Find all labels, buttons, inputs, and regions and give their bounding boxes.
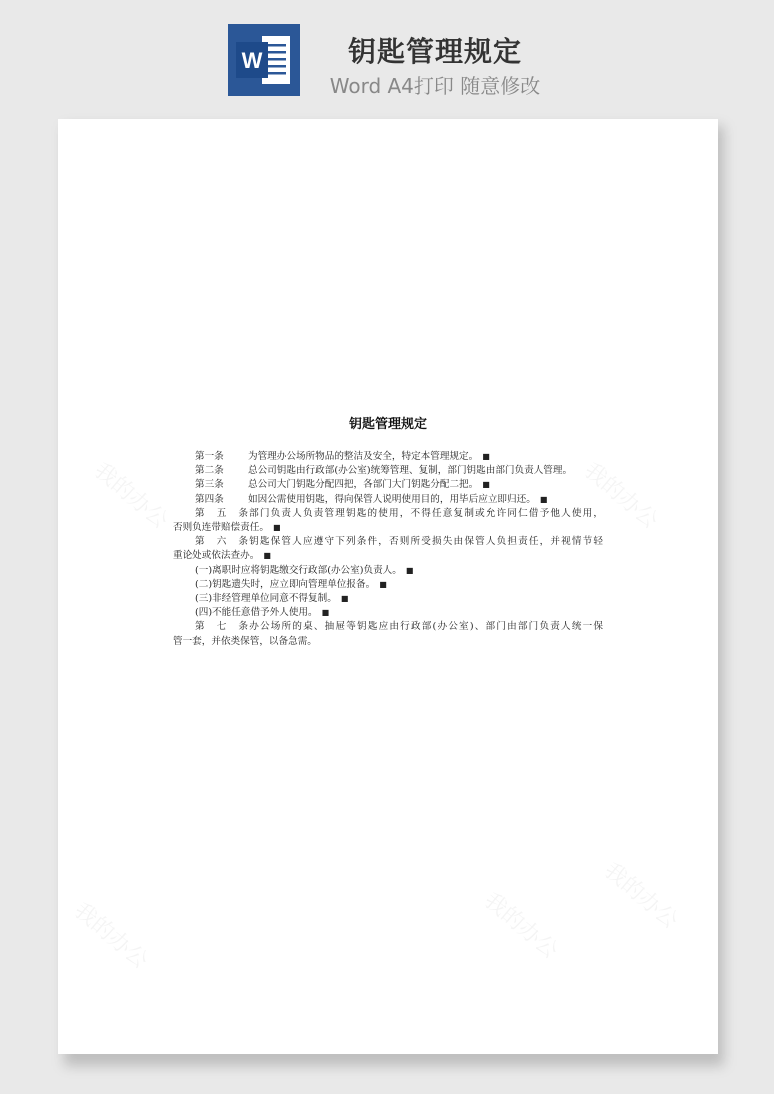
paragraph-mark: ■ (340, 594, 349, 604)
article-text: 重论处或依法查办。 (173, 550, 260, 562)
header-subtitle: Word A4打印 随意修改 (329, 74, 541, 98)
sub-item-text: (三)非经管理单位同意不得复制。 (195, 593, 337, 605)
article-7-line-1 (173, 620, 603, 634)
article-7-line-2 (173, 635, 603, 649)
article-2 (173, 464, 603, 478)
article-number: 第六条 (195, 536, 248, 548)
article-1 (173, 450, 603, 464)
watermark (68, 894, 155, 974)
article-3 (173, 478, 603, 492)
paragraph-mark: ■ (263, 551, 271, 561)
article-number: 第二条 (195, 465, 224, 477)
article-number: 第一条 (195, 451, 224, 462)
watermark (598, 854, 685, 934)
sub-item-3 (173, 592, 603, 606)
document-title: 钥匙管理规定 (348, 417, 427, 432)
paragraph-mark: ■ (379, 579, 387, 589)
article-text: 如因公需使用钥匙，得向保管人说明使用目的，用毕后应立即归还。 (248, 493, 536, 505)
article-text: 否则负连带赔偿责任。 (173, 522, 269, 534)
document-body (173, 450, 603, 649)
article-number: 第七条 (195, 621, 248, 633)
watermark (88, 454, 175, 534)
watermark (478, 884, 565, 964)
sub-item-text: (一)离职时应将钥匙缴交行政部(办公室)负责人。 (195, 564, 402, 576)
article-6-line-2 (173, 549, 603, 563)
article-text: 管一套，并依类保管，以备急需。 (173, 635, 317, 647)
sub-item-1 (173, 564, 603, 578)
header-title: 钥匙管理规定 (347, 35, 522, 68)
article-5-line-2 (173, 521, 603, 535)
article-5-line-1 (173, 507, 603, 521)
article-text: 总公司钥匙由行政部(办公室)统筹管理、复制，部门钥匙由部门负责人管理。 (248, 465, 573, 477)
article-number: 第五条 (195, 507, 248, 519)
article-4 (173, 493, 603, 507)
page-header (0, 0, 774, 110)
logo-letter: W (241, 48, 263, 73)
paragraph-mark: ■ (482, 452, 490, 461)
article-number: 第三条 (195, 479, 224, 491)
article-text: 钥匙保管人应遵守下列条件，否则所受损失由保管人负担责任，并视情节轻 (248, 536, 603, 548)
paragraph-mark: ■ (272, 523, 281, 533)
word-logo-icon (228, 24, 300, 96)
article-text: 部门负责人负责管理钥匙的使用，不得任意复制或允许同仁借予他人使用， (248, 507, 603, 519)
paragraph-mark: ■ (321, 608, 330, 618)
sub-item-text: (二)钥匙遗失时，应立即向管理单位报备。 (195, 578, 376, 590)
article-number: 第四条 (195, 493, 224, 505)
article-text: 办公场所的桌、抽屉等钥匙应由行政部(办公室)、部门由部门负责人统一保 (248, 621, 603, 633)
sub-item-4 (173, 606, 603, 620)
paragraph-mark: ■ (539, 494, 548, 504)
article-text: 为管理办公场所物品的整洁及安全，特定本管理规定。 (248, 451, 479, 462)
sub-item-2 (173, 578, 603, 592)
article-text: 总公司大门钥匙分配四把，各部门大门钥匙分配二把。 (248, 479, 479, 491)
document-page (58, 119, 718, 1054)
article-6-line-1 (173, 535, 603, 549)
paragraph-mark: ■ (482, 480, 490, 490)
sub-item-text: (四)不能任意借予外人使用。 (195, 607, 318, 619)
paragraph-mark: ■ (405, 565, 414, 575)
